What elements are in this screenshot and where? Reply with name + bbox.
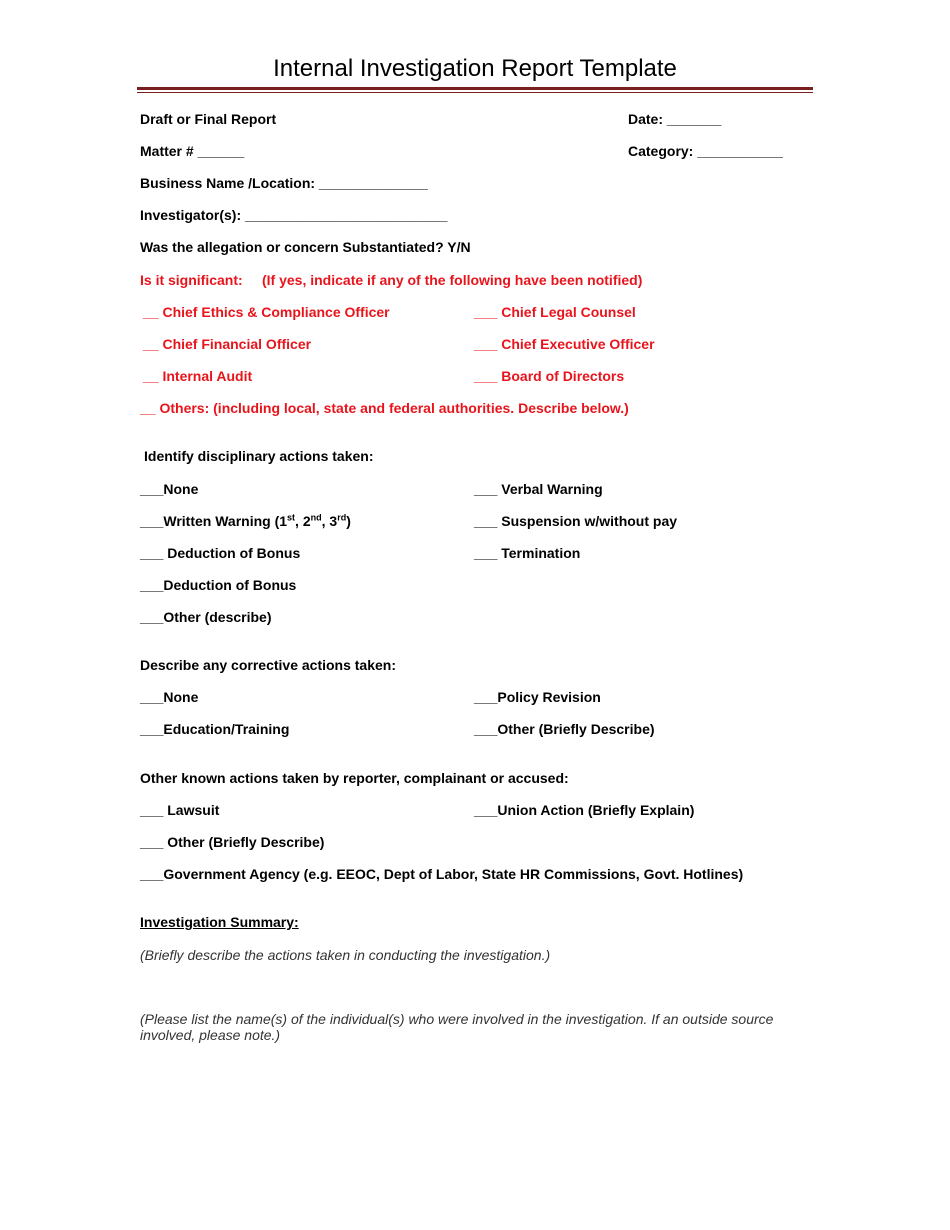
- corrective-other-checkbox[interactable]: ___Other (Briefly Describe): [474, 721, 655, 737]
- disciplinary-none-checkbox[interactable]: ___None: [140, 481, 199, 497]
- category-field[interactable]: Category: ___________: [628, 143, 783, 159]
- lawsuit-checkbox[interactable]: ___ Lawsuit: [140, 802, 220, 818]
- significant-prompt: Is it significant:: [140, 272, 243, 288]
- ordinal-3: rd: [337, 512, 347, 523]
- ordinal-1: st: [287, 512, 296, 523]
- notify-chief-legal-checkbox[interactable]: ___ Chief Legal Counsel: [474, 304, 636, 320]
- government-agency-checkbox[interactable]: ___Government Agency (e.g. EEOC, Dept of Labor, State HR Commissions, Govt. Hotlines): [140, 866, 744, 882]
- corrective-heading: Describe any corrective actions taken:: [140, 657, 397, 673]
- written-warning-suffix: ): [346, 513, 351, 529]
- business-location-field[interactable]: Business Name /Location: ______________: [140, 175, 428, 191]
- written-warning-sep2: , 3: [321, 513, 338, 529]
- suspension-checkbox[interactable]: ___ Suspension w/without pay: [474, 513, 678, 529]
- ordinal-2: nd: [310, 512, 322, 523]
- date-field[interactable]: Date: _______: [628, 111, 722, 127]
- known-other-checkbox[interactable]: ___ Other (Briefly Describe): [140, 834, 325, 850]
- notify-cfo-checkbox[interactable]: __ Chief Financial Officer: [143, 336, 312, 352]
- investigation-summary-heading: Investigation Summary:: [140, 914, 299, 930]
- significant-note: (If yes, indicate if any of the following have been notified): [262, 272, 643, 288]
- deduction-of-bonus-checkbox[interactable]: ___ Deduction of Bonus: [140, 545, 301, 561]
- draft-or-final-field[interactable]: Draft or Final Report: [140, 111, 277, 127]
- notify-internal-audit-checkbox[interactable]: __ Internal Audit: [143, 368, 253, 384]
- verbal-warning-checkbox[interactable]: ___ Verbal Warning: [474, 481, 603, 497]
- notify-others-checkbox[interactable]: __ Others: (including local, state and federal authorities. Describe below.): [140, 400, 629, 416]
- corrective-none-checkbox[interactable]: ___None: [140, 689, 199, 705]
- deduction-of-bonus-checkbox-2[interactable]: ___Deduction of Bonus: [140, 577, 297, 593]
- title-rule-thick: [137, 87, 813, 90]
- written-warning-checkbox[interactable]: [140, 513, 351, 529]
- notify-chief-ethics-checkbox[interactable]: __ Chief Ethics & Compliance Officer: [143, 304, 390, 320]
- matter-field[interactable]: Matter # ______: [140, 143, 245, 159]
- termination-checkbox[interactable]: ___ Termination: [474, 545, 581, 561]
- union-action-checkbox[interactable]: ___Union Action (Briefly Explain): [474, 802, 695, 818]
- written-warning-prefix: ___Written Warning (1: [140, 513, 288, 529]
- notify-ceo-checkbox[interactable]: ___ Chief Executive Officer: [474, 336, 655, 352]
- education-training-checkbox[interactable]: ___Education/Training: [140, 721, 290, 737]
- investigators-field[interactable]: Investigator(s): __________________________: [140, 207, 448, 223]
- written-warning-sep1: , 2: [295, 513, 311, 529]
- title-rule-thin: [137, 92, 813, 93]
- summary-instruction-actions: (Briefly describe the actions taken in conducting the investigation.): [140, 947, 551, 963]
- policy-revision-checkbox[interactable]: ___Policy Revision: [474, 689, 601, 705]
- notify-board-checkbox[interactable]: ___ Board of Directors: [474, 368, 625, 384]
- disciplinary-other-checkbox[interactable]: ___Other (describe): [140, 609, 272, 625]
- known-actions-heading: Other known actions taken by reporter, complainant or accused:: [140, 770, 569, 786]
- disciplinary-heading: Identify disciplinary actions taken:: [144, 448, 374, 464]
- summary-instruction-individuals: (Please list the name(s) of the individual(s) who were involved in the investigation. If an outside source involved, please note.): [140, 1011, 774, 1043]
- document-title: Internal Investigation Report Template: [273, 55, 677, 82]
- substantiated-question[interactable]: Was the allegation or concern Substantiated? Y/N: [140, 239, 471, 255]
